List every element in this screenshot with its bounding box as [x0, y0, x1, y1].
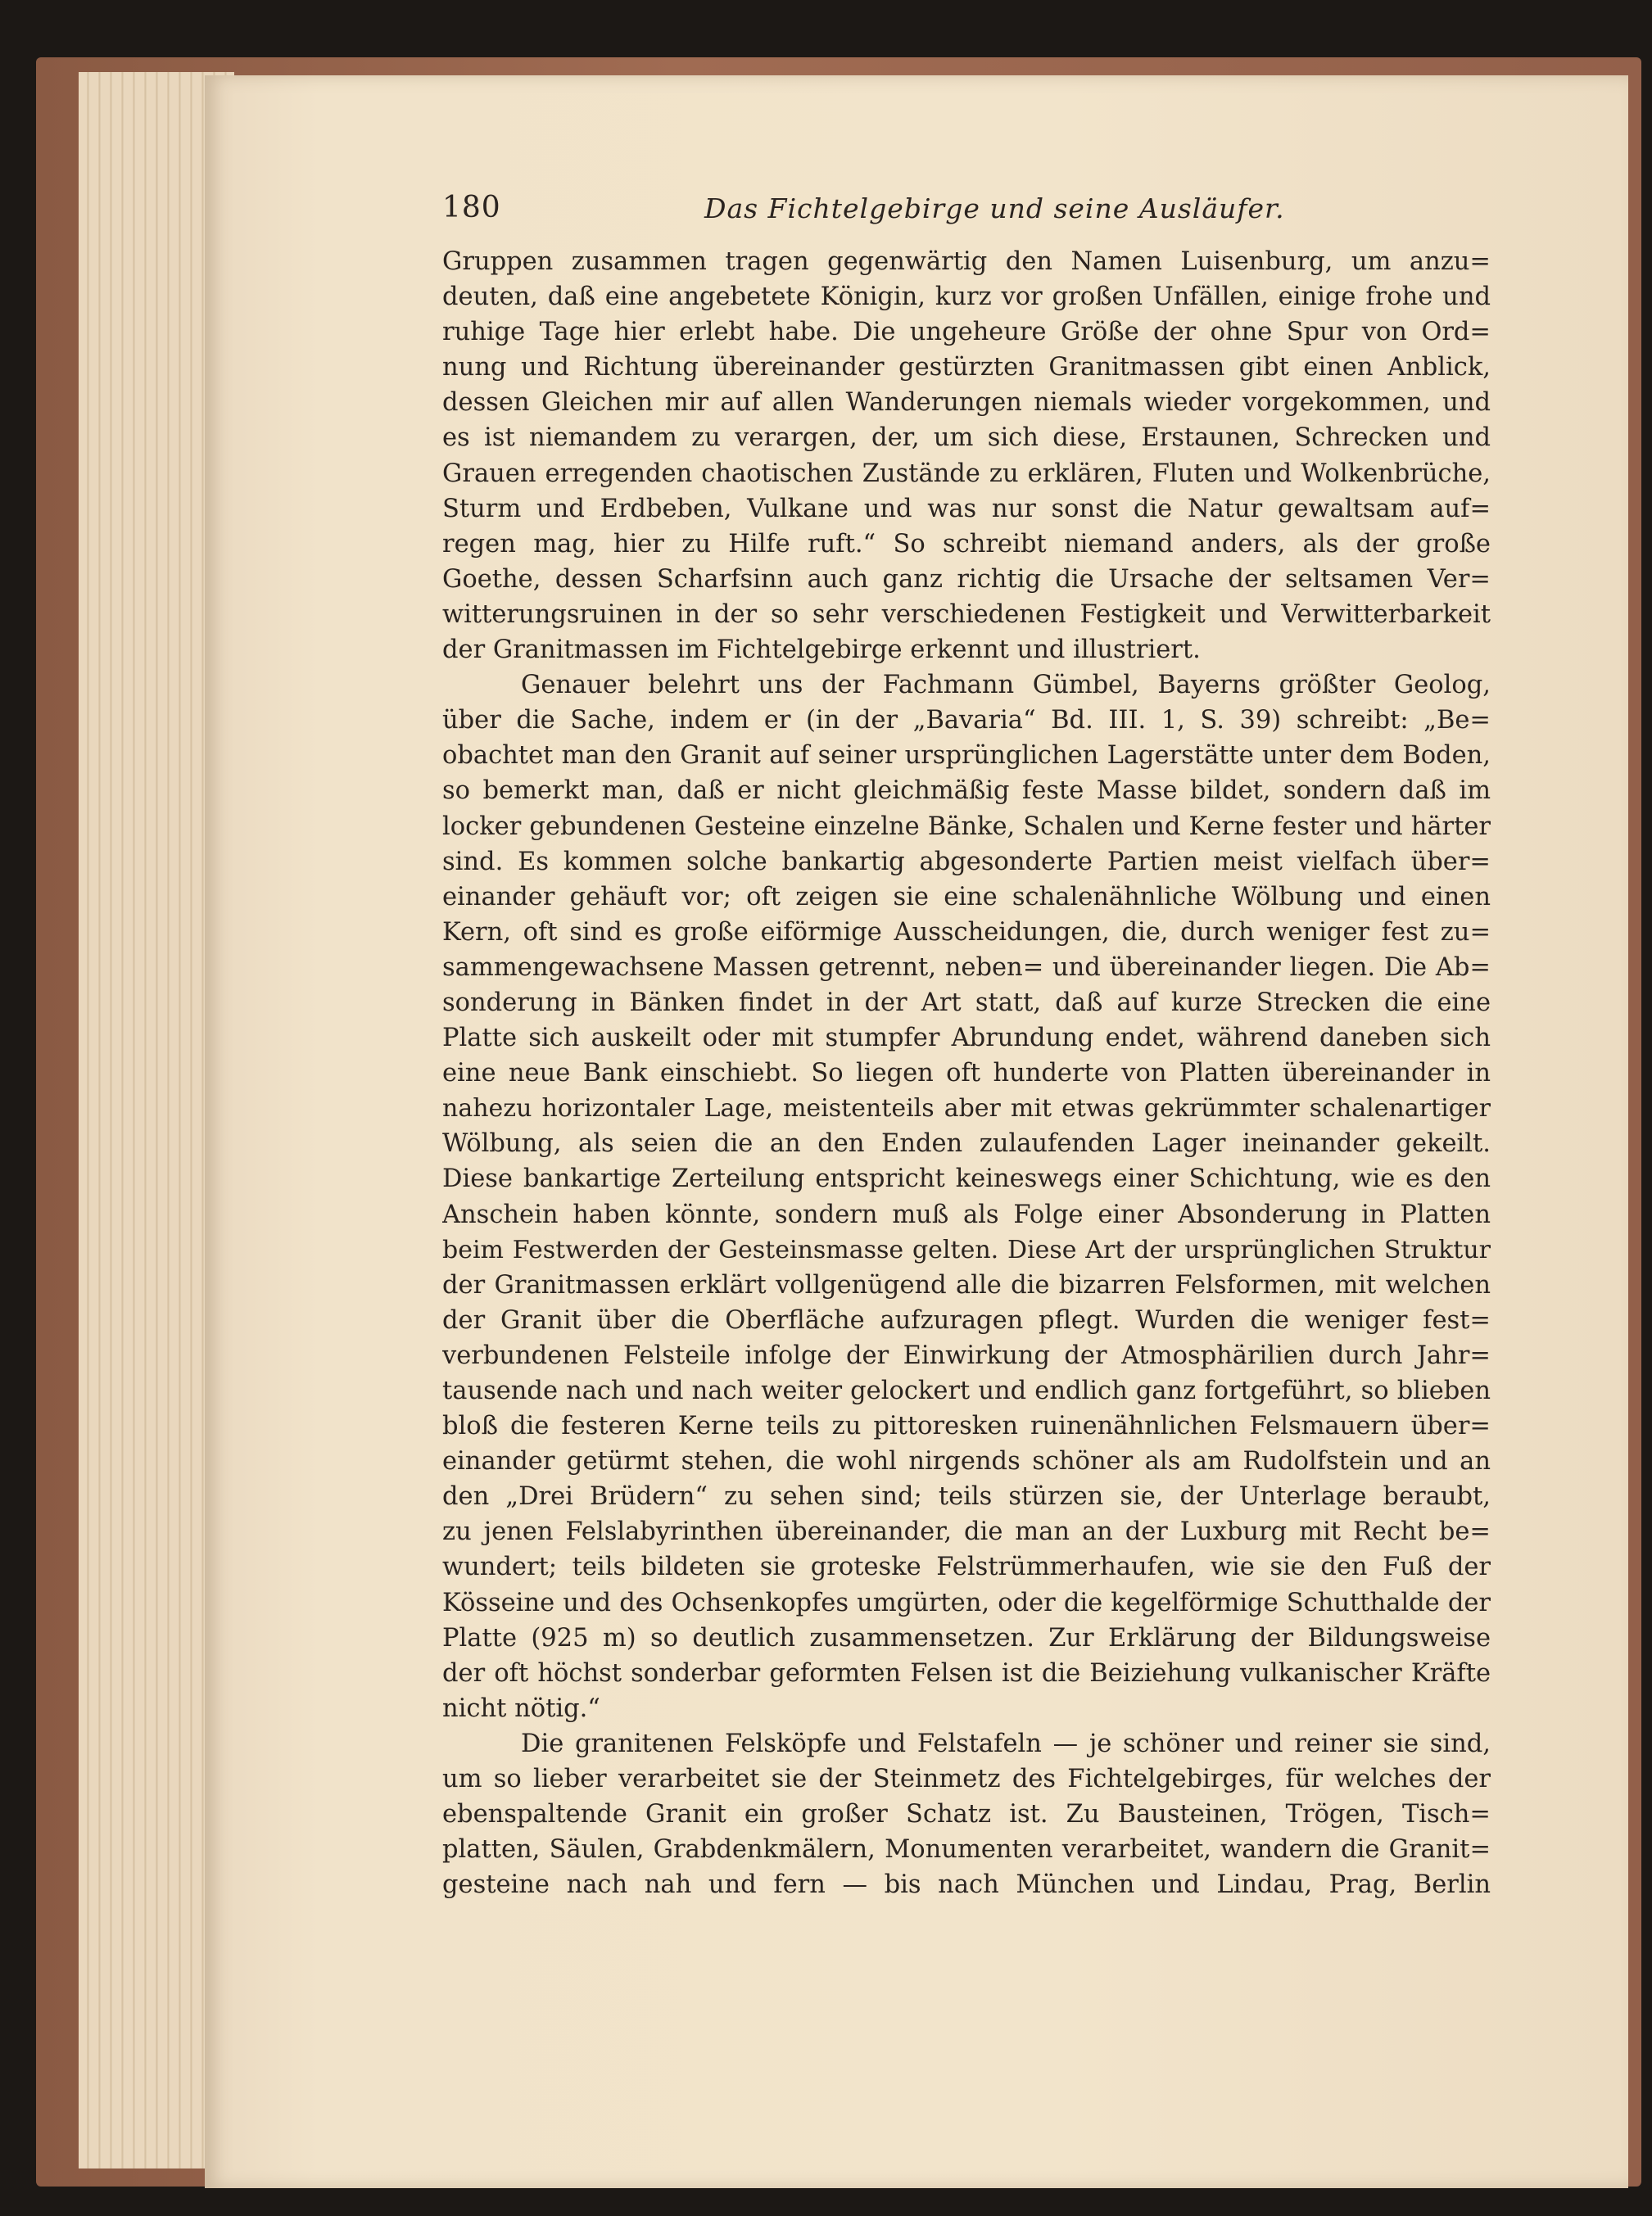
text-line: Genauer belehrt uns der Fachmann Gümbel, Bayerns größter Geolog, [521, 671, 1491, 700]
text-line: es ist niemandem zu verargen, der, um sich diese, Erstaunen, Schrecken und [442, 423, 1491, 453]
text-line: Wölbung, als seien die an den Enden zulaufenden Lager ineinander gekeilt. [442, 1129, 1491, 1159]
text-line: gesteine nach nah und fern — bis nach München und Lindau, Prag, Berlin [442, 1870, 1491, 1900]
running-title: Das Fichtelgebirge und seine Ausläufer. [704, 192, 1285, 224]
text-line: Grauen erregenden chaotischen Zustände zu erklären, Fluten und Wolkenbrüche, [442, 459, 1491, 488]
text-line: der Granitmassen im Fichtelgebirge erkennt und illustriert. [442, 635, 1201, 665]
text-line: Die granitenen Felsköpfe und Felstafeln — je schöner und reiner sie sind, [521, 1729, 1491, 1758]
text-line: der oft höchst sonderbar geformten Felsen ist die Beiziehung vulkanischer Kräfte [442, 1658, 1491, 1688]
text-line: witterungsruinen in der so sehr verschiedenen Festigkeit und Verwitterbarkeit [442, 599, 1491, 629]
text-line: regen mag, hier zu Hilfe ruft.“ So schreibt niemand anders, als der große [442, 529, 1491, 559]
text-line: ruhige Tage hier erlebt habe. Die ungeheure Größe der ohne Spur von Ord= [442, 318, 1491, 347]
text-line: über die Sache, indem er (in der „Bavaria“ Bd. III. 1, S. 39) schreibt: „Be= [442, 706, 1491, 735]
text-line: einander getürmt stehen, die wohl nirgends schöner als am Rudolfstein und an [442, 1447, 1491, 1477]
text-line: wundert; teils bildeten sie groteske Felstrümmerhaufen, wie sie den Fuß der [442, 1553, 1491, 1582]
text-line: sonderung in Bänken findet in der Art statt, daß auf kurze Strecken die eine [442, 988, 1491, 1017]
text-line: der Granit über die Oberfläche aufzuragen pflegt. Wurden die weniger fest= [442, 1305, 1491, 1335]
text-line: dessen Gleichen mir auf allen Wanderungen niemals wieder vorgekommen, und [442, 388, 1491, 418]
text-line: platten, Säulen, Grabdenkmälern, Monumenten verarbeitet, wandern die Granit= [442, 1835, 1491, 1865]
text-line: tausende nach und nach weiter gelockert und endlich ganz fortgeführt, so blieben [442, 1377, 1491, 1405]
text-line: locker gebundenen Gesteine einzelne Bänke, Schalen und Kerne fester und härter [442, 812, 1491, 841]
page-number: 180 [442, 191, 501, 224]
text-line: den „Drei Brüdern“ zu sehen sind; teils stürzen sie, der Unterlage beraubt, [442, 1482, 1491, 1512]
text-line: Sturm und Erdbeben, Vulkane und was nur sonst die Natur gewaltsam auf= [442, 494, 1491, 523]
text-line: beim Festwerden der Gesteinsmasse gelten. Diese Art der ursprünglichen Struktur [442, 1235, 1491, 1264]
text-line: so bemerkt man, daß er nicht gleichmäßig feste Masse bildet, sondern daß im [442, 776, 1491, 806]
text-line: um so lieber verarbeitet sie der Steinmetz des Fichtelgebirges, für welches der [442, 1765, 1491, 1794]
body-text [442, 244, 1491, 1902]
text-line: Anschein haben könnte, sondern muß als Folge einer Absonderung in Platten [442, 1200, 1491, 1229]
text-line: Platte sich auskeilt oder mit stumpfer Abrundung endet, während daneben sich [442, 1024, 1491, 1053]
text-line: sammengewachsene Massen getrennt, neben= und übereinander liegen. Die Ab= [442, 952, 1491, 982]
text-line: nung und Richtung übereinander gestürzten Granitmassen gibt einen Anblick, [442, 353, 1491, 382]
text-line: zu jenen Felslabyrinthen übereinander, die man an der Luxburg mit Recht be= [442, 1517, 1491, 1547]
text-line: deuten, daß eine angebetete Königin, kurz vor großen Unfällen, einige frohe und [442, 283, 1491, 312]
text-line: Gruppen zusammen tragen gegenwärtig den Namen Luisenburg, um anzu= [442, 247, 1491, 276]
text-line: nahezu horizontaler Lage, meistenteils aber mit etwas gekrümmter schalenartiger [442, 1094, 1491, 1124]
text-line: einander gehäuft vor; oft zeigen sie eine schalenähnliche Wölbung und einen [442, 882, 1491, 911]
text-line: Platte (925 m) so deutlich zusammensetzen. Zur Erklärung der Bildungsweise [442, 1623, 1491, 1653]
text-line: Kösseine und des Ochsenkopfes umgürten, oder die kegelförmige Schutthalde der [442, 1588, 1491, 1617]
text-line: Goethe, dessen Scharfsinn auch ganz richtig die Ursache der seltsamen Ver= [442, 564, 1491, 594]
running-head [442, 191, 1491, 232]
text-line: Diese bankartige Zerteilung entspricht keineswegs einer Schichtung, wie es den [442, 1165, 1491, 1194]
text-line: verbundenen Felsteile infolge der Einwirkung der Atmosphärilien durch Jahr= [442, 1341, 1491, 1370]
text-line: der Granitmassen erklärt vollgenügend alle die bizarren Felsformen, mit welchen [442, 1270, 1491, 1300]
text-line: ebenspaltende Granit ein großer Schatz ist. Zu Bausteinen, Trögen, Tisch= [442, 1800, 1491, 1829]
text-line: eine neue Bank einschiebt. So liegen oft hunderte von Platten übereinander in [442, 1059, 1491, 1088]
text-line: Kern, oft sind es große eiförmige Ausscheidungen, die, durch weniger fest zu= [442, 917, 1491, 947]
text-line: obachtet man den Granit auf seiner ursprünglichen Lagerstätte unter dem Boden, [442, 741, 1491, 771]
text-line: nicht nötig.“ [442, 1694, 600, 1723]
text-line: sind. Es kommen solche bankartig abgesonderte Partien meist vielfach über= [442, 847, 1491, 876]
text-line: bloß die festeren Kerne teils zu pittoresken ruinenähnlichen Felsmauern über= [442, 1412, 1491, 1441]
